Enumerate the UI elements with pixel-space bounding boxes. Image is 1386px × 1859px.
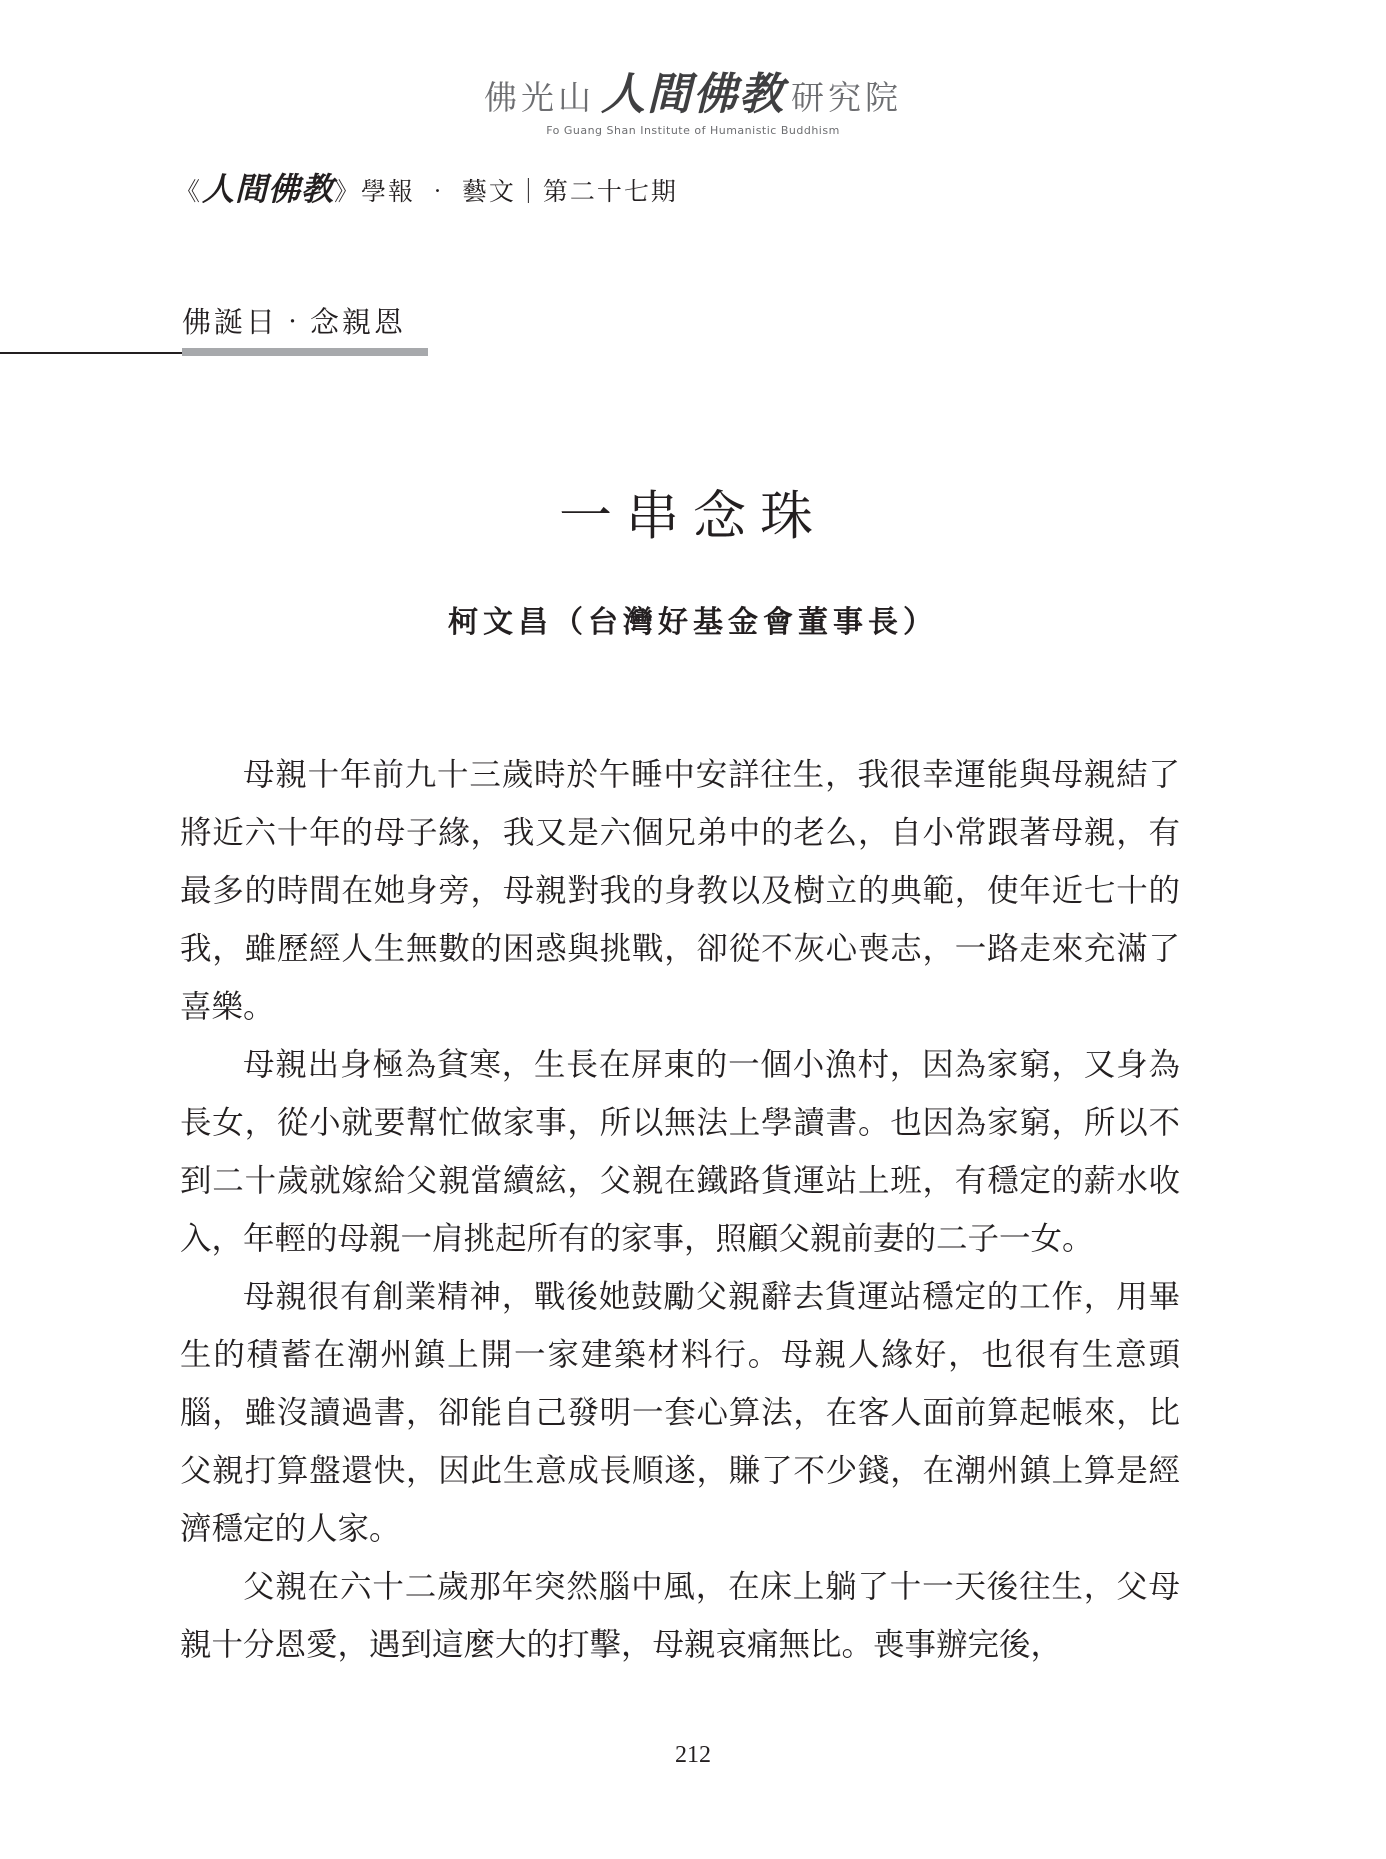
institute-prefix: 佛光山	[484, 78, 595, 117]
article-body	[180, 746, 1180, 1674]
section-label: 佛誕日‧念親恩	[182, 305, 407, 339]
body-paragraph: 母親十年前九十三歲時於午睡中安詳往生，我很幸運能與母親結了將近六十年的母子緣，我又是六個兄弟中的老么，自小常跟著母親，有最多的時間在她身旁，母親對我的身教以及樹立的典範，使年近七十的我，雖歷經人生無數的困惑與挑戰，卻從不灰心喪志，一路走來充滿了喜樂。	[180, 757, 1180, 1025]
institute-brand-logotype: 人間佛教	[601, 69, 785, 120]
institute-header	[0, 58, 1386, 137]
running-head-open-bracket: 《	[175, 177, 203, 206]
body-paragraph: 母親出身極為貧寒，生長在屏東的一個小漁村，因為家窮，又身為長女，從小就要幫忙做家事，所以無法上學讀書。也因為家窮，所以不到二十歲就嫁給父親當續絃，父親在鐵路貨運站上班，有穩定的薪水收入，年輕的母親一肩挑起所有的家事，照顧父親前妻的二子一女。	[180, 1047, 1180, 1257]
institute-suffix: 研究院	[791, 78, 902, 117]
institute-english-name: Fo Guang Shan Institute of Humanistic Buddhism	[546, 124, 840, 137]
body-paragraph: 母親很有創業精神，戰後她鼓勵父親辭去貨運站穩定的工作，用畢生的積蓄在潮州鎮上開一家建築材料行。母親人緣好，也很有生意頭腦，雖沒讀過書，卻能自己發明一套心算法，在客人面前算起帳來，比父親打算盤還快，因此生意成長順遂，賺了不少錢，在潮州鎮上算是經濟穩定的人家。	[180, 1279, 1180, 1547]
page-number: 212	[675, 1742, 711, 1768]
section-rule-thick	[182, 348, 428, 356]
article-author: 柯文昌（台灣好基金會董事長）	[448, 605, 938, 640]
running-head	[175, 164, 678, 210]
body-paragraph: 父親在六十二歲那年突然腦中風，在床上躺了十一天後往生，父母親十分恩愛，遇到這麼大的打擊，母親哀痛無比。喪事辦完後，	[180, 1569, 1180, 1663]
running-head-rest: 》學報 ‧ 藝文｜第二十七期	[334, 177, 678, 206]
running-head-brand: 人間佛教	[202, 170, 335, 208]
institute-name	[0, 58, 1386, 122]
article-title: 一串念珠	[559, 486, 827, 547]
